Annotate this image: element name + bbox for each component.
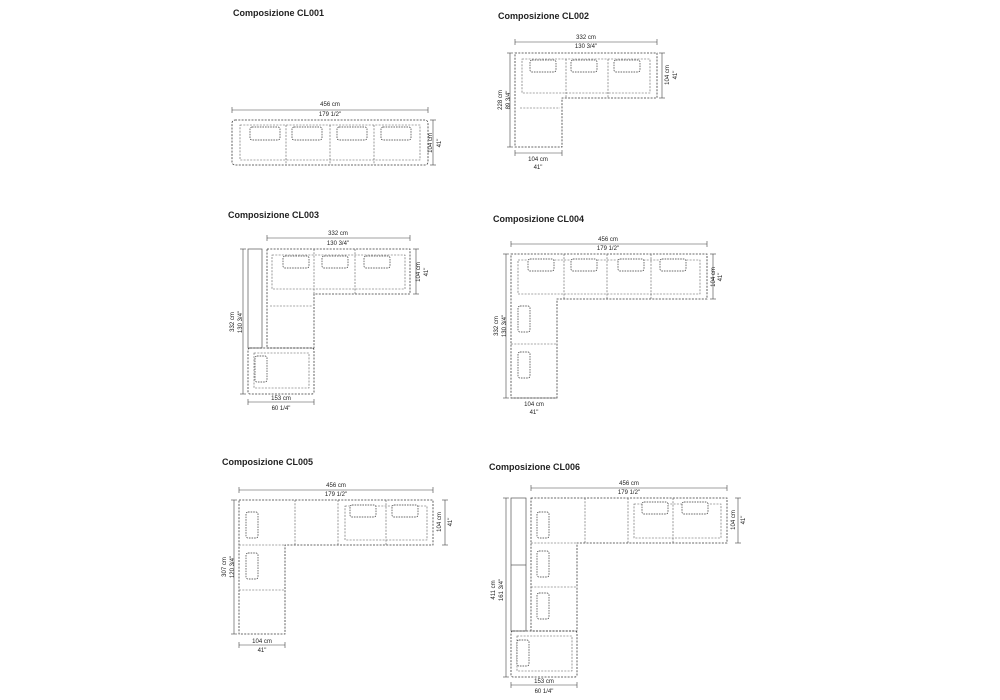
width-dimension (267, 231, 410, 247)
svg-text:104 cm: 104 cm (711, 267, 717, 287)
composition-title: Composizione CL004 (493, 214, 585, 224)
svg-text:41": 41" (424, 267, 430, 277)
sofa-plan (239, 500, 433, 634)
side-panel (511, 498, 526, 631)
depth-dimension (710, 254, 724, 299)
svg-text:456 cm: 456 cm (619, 481, 639, 487)
svg-text:60 1/4": 60 1/4" (534, 689, 554, 695)
composition-cl004 (493, 214, 724, 416)
svg-text:332 cm: 332 cm (328, 231, 348, 237)
svg-text:456 cm: 456 cm (320, 102, 340, 108)
sofa-plan (232, 120, 428, 165)
svg-text:41": 41" (533, 165, 543, 171)
width-dimension (232, 102, 428, 118)
svg-text:130 3/4": 130 3/4" (502, 314, 508, 338)
depth-dimension (413, 249, 430, 294)
svg-text:179 1/2": 179 1/2" (617, 490, 641, 496)
width-dimension (515, 35, 657, 50)
svg-text:104 cm: 104 cm (252, 639, 272, 645)
svg-text:41": 41" (741, 515, 747, 525)
svg-text:456 cm: 456 cm (598, 237, 618, 243)
composition-cl001 (232, 8, 443, 165)
sofa-plan (248, 249, 410, 394)
height-dimension (230, 249, 246, 394)
svg-text:130 3/4": 130 3/4" (238, 310, 244, 334)
svg-text:456 cm: 456 cm (326, 483, 346, 489)
sofa-plan (515, 53, 657, 147)
composition-title: Composizione CL005 (222, 457, 314, 467)
sofa-plan (511, 254, 707, 398)
svg-text:332 cm: 332 cm (230, 312, 236, 332)
height-dimension (494, 254, 509, 398)
svg-text:307 cm: 307 cm (222, 557, 228, 577)
svg-text:130 3/4": 130 3/4" (326, 241, 350, 247)
depth-dimension (731, 498, 747, 543)
composition-cl002 (498, 11, 679, 171)
svg-text:104 cm: 104 cm (437, 512, 443, 532)
svg-text:153 cm: 153 cm (534, 679, 554, 685)
svg-text:60 1/4": 60 1/4" (271, 406, 291, 412)
composition-title: Composizione CL002 (498, 11, 590, 21)
arm-dimension (515, 150, 562, 171)
depth-dimension (659, 53, 679, 98)
height-dimension (491, 498, 509, 677)
svg-text:104 cm: 104 cm (731, 510, 737, 530)
sofa-plan (511, 498, 727, 677)
svg-text:41": 41" (448, 517, 454, 527)
svg-text:161 3/4": 161 3/4" (499, 578, 505, 602)
arm-dimension (239, 639, 285, 654)
composition-cl006 (489, 462, 747, 695)
side-panel (248, 249, 262, 348)
svg-text:332 cm: 332 cm (494, 316, 500, 336)
height-dimension (498, 53, 513, 147)
svg-text:41": 41" (437, 138, 443, 148)
depth-dimension (428, 120, 443, 165)
svg-text:104 cm: 104 cm (665, 65, 671, 85)
svg-text:411 cm: 411 cm (491, 580, 497, 600)
svg-text:41": 41" (673, 70, 679, 80)
depth-dimension (437, 500, 454, 545)
composition-title: Composizione CL003 (228, 210, 320, 220)
svg-text:104 cm: 104 cm (524, 402, 544, 408)
composition-cl005 (222, 457, 454, 654)
svg-text:89 3/4": 89 3/4" (506, 90, 512, 110)
svg-text:41": 41" (257, 648, 267, 654)
svg-text:120 3/4": 120 3/4" (230, 555, 236, 579)
composition-title: Composizione CL001 (233, 8, 325, 18)
svg-text:41": 41" (718, 272, 724, 282)
svg-text:41": 41" (529, 410, 539, 416)
arm-dimension (511, 679, 577, 695)
width-dimension (531, 481, 727, 496)
svg-text:153 cm: 153 cm (271, 396, 291, 402)
composition-cl003 (228, 210, 430, 412)
svg-text:332 cm: 332 cm (576, 35, 596, 41)
svg-text:104 cm: 104 cm (416, 262, 422, 282)
svg-text:130 3/4": 130 3/4" (574, 44, 598, 50)
svg-text:104 cm: 104 cm (528, 157, 548, 163)
svg-text:179 1/2": 179 1/2" (324, 492, 348, 498)
width-dimension (239, 483, 433, 498)
arm-dimension (511, 398, 557, 416)
arm-dimension (248, 396, 314, 412)
svg-text:179 1/2": 179 1/2" (318, 112, 342, 118)
composition-title: Composizione CL006 (489, 462, 581, 472)
svg-text:228 cm: 228 cm (498, 90, 504, 110)
svg-text:104 cm: 104 cm (428, 133, 434, 153)
svg-text:179 1/2": 179 1/2" (596, 246, 620, 252)
width-dimension (511, 237, 707, 252)
height-dimension (222, 500, 237, 634)
